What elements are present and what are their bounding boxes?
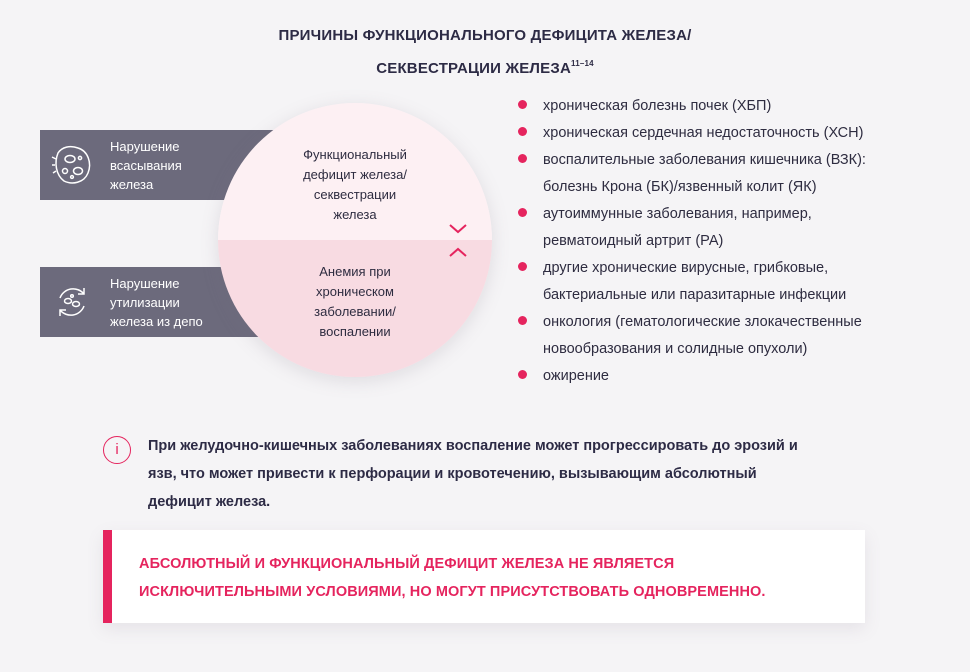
bullet-dot-icon [518, 262, 527, 271]
circle-bottom-line-3: заболевании/ [314, 304, 396, 319]
callout-text [139, 550, 859, 606]
info-line-2: язв, что может привести к перфорации и кровотечению, вызывающим абсолютный [148, 466, 757, 482]
list-item [516, 93, 866, 120]
title-line-2 [0, 50, 970, 83]
absorption-line-3: железа [110, 176, 154, 192]
bullet-dot-icon [518, 208, 527, 217]
absorption-line-1: Нарушение [110, 138, 180, 154]
circle-bottom-line-4: воспалении [319, 324, 391, 339]
bullet-dot-icon [518, 370, 527, 379]
anemia-chronic-disease-label [278, 262, 432, 342]
info-line-1: При желудочно-кишечных заболеваниях воспаление может прогрессировать до эрозий и [148, 438, 798, 454]
circle-top-line-2: дефицит железа/ [303, 167, 407, 182]
absorption-line-2: всасывания [110, 157, 182, 173]
circle-bottom-line-2: хроническом [316, 284, 394, 299]
cause-text-cont: болезнь Крона (БК)/язвенный колит (ЯК) [543, 179, 817, 195]
chevron-down-icon [446, 220, 470, 236]
cause-text-cont: новообразования и солидные опухоли) [543, 341, 808, 357]
functional-deficiency-label [278, 145, 432, 225]
circle-top-line-3: секвестрации [313, 187, 397, 202]
list-item [516, 201, 866, 255]
list-item [516, 120, 866, 147]
recycle-arrows-icon [44, 267, 100, 337]
title-reference: 11–14 [570, 59, 594, 68]
cause-text: хроническая болезнь почек (ХБП) [543, 98, 772, 114]
bullet-dot-icon [518, 316, 527, 325]
chevron-up-icon [446, 244, 470, 260]
cause-text: аутоиммунные заболевания, например, [543, 206, 812, 222]
cause-text: хроническая сердечная недостаточность (ХСН) [543, 125, 864, 141]
title-line-2-text: СЕКВЕСТРАЦИИ ЖЕЛЕЗА [376, 60, 571, 77]
deficiency-circle [218, 103, 492, 377]
anemia-chronic-disease-half [218, 240, 492, 377]
callout-line-2: ИСКЛЮЧИТЕЛЬНЫМИ УСЛОВИЯМИ, НО МОГУТ ПРИСУТСТВОВАТЬ ОДНОВРЕМЕННО. [139, 584, 766, 600]
list-item [516, 363, 866, 390]
key-message-callout [103, 530, 865, 623]
cause-text: ожирение [543, 368, 610, 384]
utilization-line-1: Нарушение [110, 275, 180, 291]
utilization-line-2: утилизации [110, 294, 180, 310]
cause-text-cont: бактериальные или паразитарные инфекции [543, 287, 847, 303]
absorption-disorder-label [110, 137, 182, 194]
circle-bottom-line-1: Анемия при [319, 264, 391, 279]
utilization-line-3: железа из депо [110, 313, 203, 329]
title-line-1: ПРИЧИНЫ ФУНКЦИОНАЛЬНОГО ДЕФИЦИТА ЖЕЛЕЗА/ [278, 27, 692, 44]
circle-top-line-4: железа [333, 207, 377, 222]
utilization-disorder-label [110, 274, 203, 331]
info-note [148, 432, 888, 516]
list-item [516, 255, 866, 309]
bullet-dot-icon [518, 127, 527, 136]
info-line-3: дефицит железа. [148, 494, 271, 510]
bullet-dot-icon [518, 100, 527, 109]
cause-text: онкология (гематологические злокачественные [543, 314, 862, 330]
causes-list [516, 93, 866, 390]
cause-text-cont: ревматоидный артрит (РА) [543, 233, 724, 249]
bullet-dot-icon [518, 154, 527, 163]
list-item [516, 147, 866, 201]
info-icon: i [103, 436, 131, 464]
circle-top-line-1: Функциональный [303, 147, 407, 162]
list-item [516, 309, 866, 363]
callout-line-1: АБСОЛЮТНЫЙ И ФУНКЦИОНАЛЬНЫЙ ДЕФИЦИТ ЖЕЛЕЗА НЕ ЯВЛЯЕТСЯ [139, 556, 675, 572]
cause-text: другие хронические вирусные, грибковые, [543, 260, 829, 276]
absorption-cells-icon [44, 130, 100, 200]
page-title [0, 22, 970, 83]
cause-text: воспалительные заболевания кишечника (ВЗК): [543, 152, 866, 168]
